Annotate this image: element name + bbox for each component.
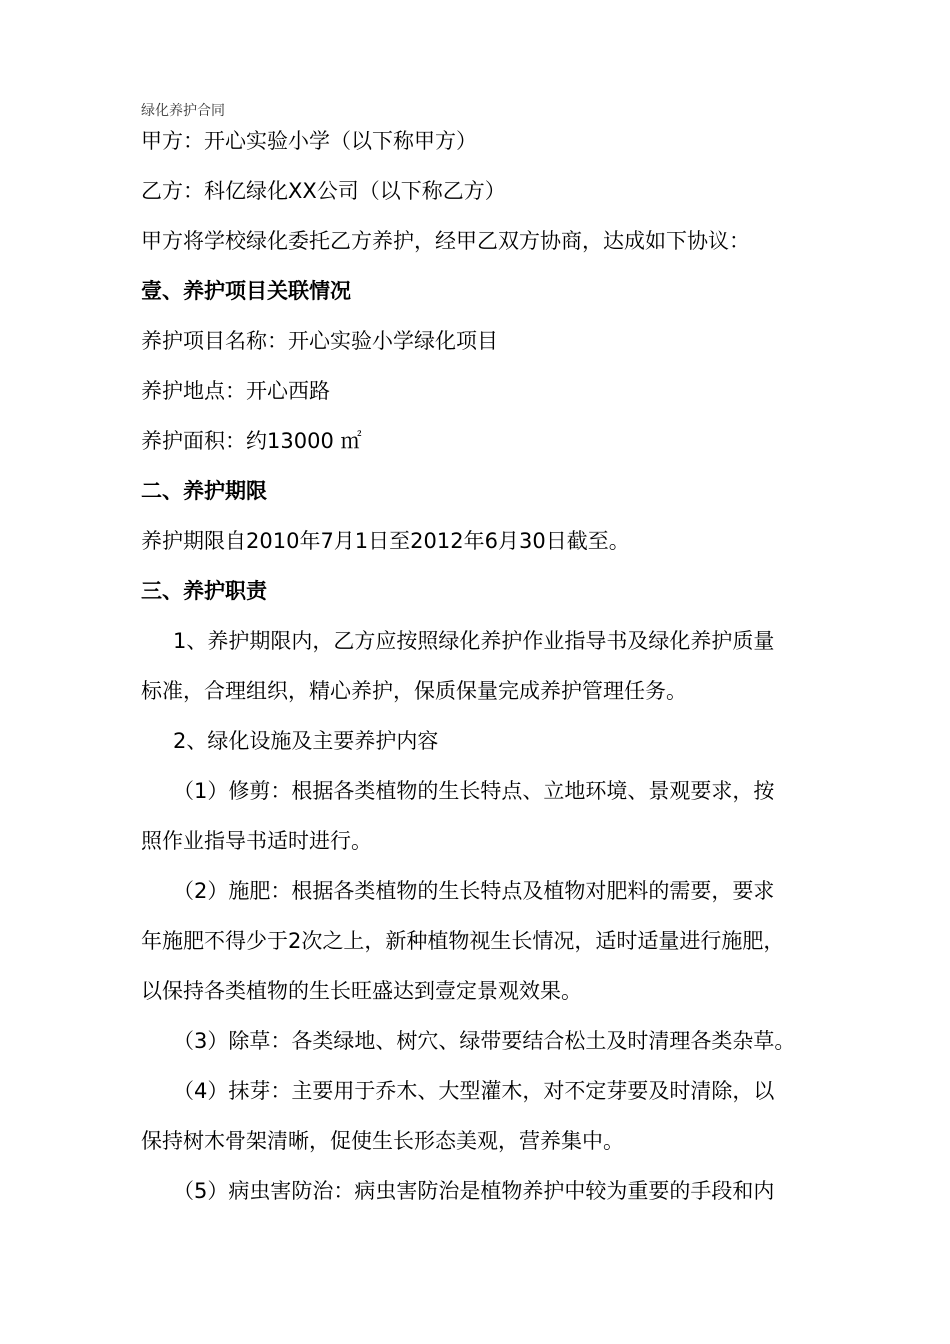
area-line: 养护面积：约13000 ㎡ bbox=[141, 429, 362, 453]
sub-2-line-2: 年施肥不得少于2次之上，新种植物视生长情况，适时适量进行施肥， bbox=[141, 929, 785, 953]
period-line: 养护期限自2010年7月1日至2012年6月30日截至。 bbox=[141, 529, 630, 553]
sub-2-line-3: 以保持各类植物的生长旺盛达到壹定景观效果。 bbox=[141, 979, 582, 1003]
project-name-line: 养护项目名称：开心实验小学绿化项目 bbox=[141, 329, 498, 353]
item-2-line: 2、绿化设施及主要养护内容 bbox=[173, 729, 439, 753]
sub-1-line-1: （1）修剪：根据各类植物的生长特点、立地环境、景观要求，按 bbox=[173, 779, 775, 803]
sub-5-line-1: （5）病虫害防治：病虫害防治是植物养护中较为重要的手段和内 bbox=[173, 1179, 775, 1203]
location-line: 养护地点：开心西路 bbox=[141, 379, 330, 403]
sub-4-line-1: （4）抹芽：主要用于乔木、大型灌木，对不定芽要及时清除，以 bbox=[173, 1079, 775, 1103]
sub-4-line-2: 保持树木骨架清晰，促使生长形态美观，营养集中。 bbox=[141, 1129, 624, 1153]
sub-3-line: （3）除草：各类绿地、树穴、绿带要结合松土及时清理各类杂草。 bbox=[173, 1029, 796, 1053]
item-1-line-2: 标准，合理组织，精心养护，保质保量完成养护管理任务。 bbox=[141, 679, 687, 703]
section-1-heading: 壹、养护项目关联情况 bbox=[141, 279, 351, 303]
sub-2-line-1: （2）施肥：根据各类植物的生长特点及植物对肥料的需要，要求 bbox=[173, 879, 775, 903]
document-header-title: 绿化养护合同 bbox=[141, 103, 225, 119]
intro-line: 甲方将学校绿化委托乙方养护，经甲乙双方协商，达成如下协议： bbox=[141, 229, 750, 253]
party-a-line: 甲方：开心实验小学（以下称甲方） bbox=[141, 129, 477, 153]
sub-1-line-2: 照作业指导书适时进行。 bbox=[141, 829, 372, 853]
party-b-line: 乙方：科亿绿化XX公司（以下称乙方） bbox=[141, 179, 506, 203]
section-3-heading: 三、养护职责 bbox=[141, 579, 267, 603]
section-2-heading: 二、养护期限 bbox=[141, 479, 267, 503]
item-1-line-1: 1、养护期限内，乙方应按照绿化养护作业指导书及绿化养护质量 bbox=[173, 629, 775, 653]
